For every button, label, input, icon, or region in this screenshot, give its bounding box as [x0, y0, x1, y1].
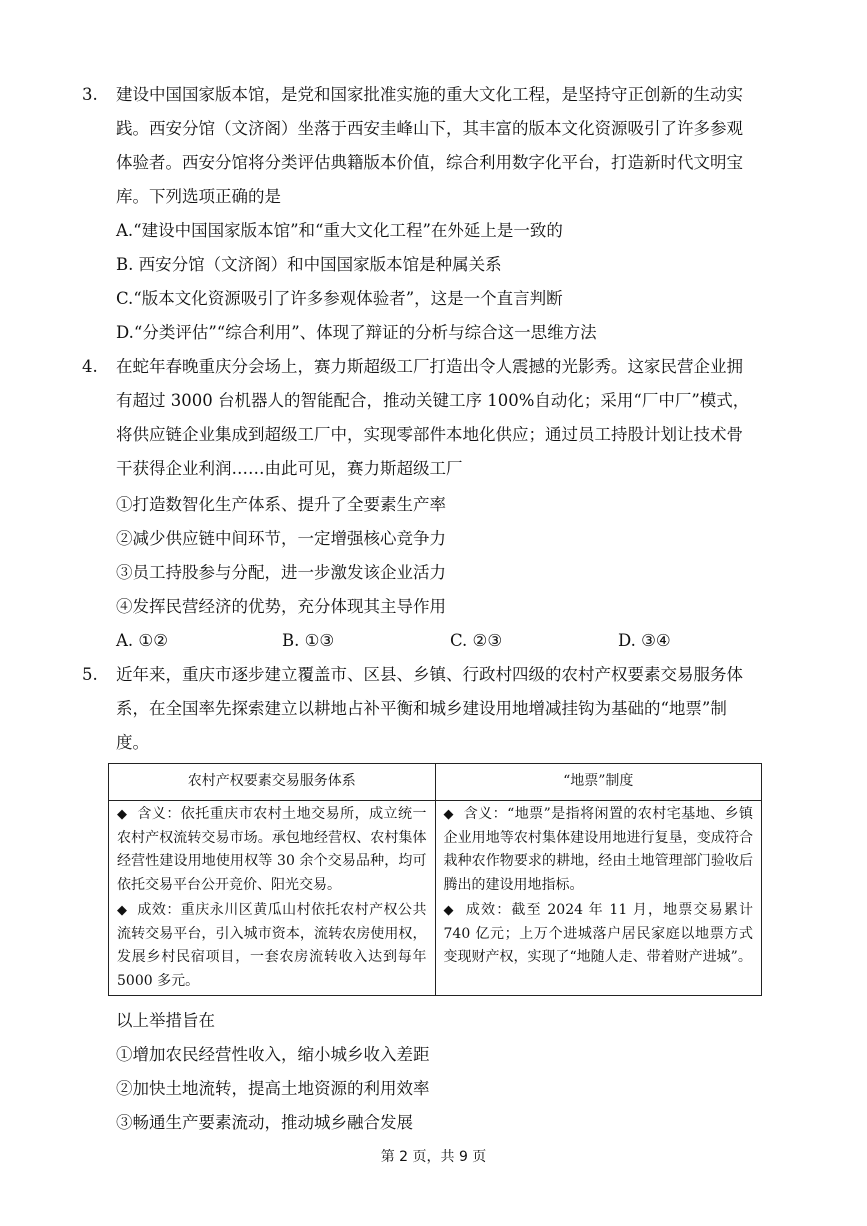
q3-option-b: B. 西安分馆（文济阁）和中国国家版本馆是种属关系 [116, 255, 502, 274]
table-header-left: 农村产权要素交易服务体系 [109, 764, 436, 801]
q3-option-d: D.“分类评估”“综合利用”、体现了辩证的分析与综合这一思维方法 [116, 323, 597, 342]
q5-after-table: 以上举措旨在 [116, 1011, 215, 1030]
diamond-bullet-icon: ◆ [117, 807, 128, 822]
right-meaning-text: 含义：“地票”是指将闲置的农村宅基地、乡镇企业用地等农村集体建设用地进行复垦，变成符合栽种农作物要求的耕地，经由土地管理部门验收后腾出的建设用地指标。 [443, 806, 753, 893]
q4-choice-b: B. ①③ [282, 631, 335, 650]
q4-item-2: ②减少供应链中间环节，一定增强核心竞争力 [116, 529, 446, 548]
table-row [109, 801, 762, 996]
q4-stem-line-3: 将供应链企业集成到超级工厂中，实现零部件本地化供应；通过员工持股计划让技术骨 [116, 425, 743, 444]
q4-number: 4. [82, 357, 98, 376]
q4-stem-line-4: 干获得企业利润……由此可见，赛力斯超级工厂 [116, 459, 463, 478]
q3-option-c: C.“版本文化资源吸引了许多参观体验者”，这是一个直言判断 [116, 289, 563, 308]
diamond-bullet-icon: ◆ [443, 903, 455, 918]
q3-number: 3. [82, 85, 98, 104]
q4-stem-line-1: 在蛇年春晚重庆分会场上，赛力斯超级工厂打造出令人震撼的光影秀。这家民营企业拥 [116, 357, 743, 376]
page-footer: 第 2 页，共 9 页 [380, 1149, 487, 1165]
table-header-row [109, 764, 762, 801]
q3-stem-line-3: 体验者。西安分馆将分类评估典籍版本价值，综合利用数字化平台，打造新时代文明宝 [116, 153, 743, 172]
left-effect-text: 成效：重庆永川区黄瓜山村依托农村产权公共流转交易平台，引入城市资本，流转农房使用权，发展乡村民宿项目，一套农房流转收入达到每年 5000 多元。 [117, 902, 427, 989]
table-header-right: “地票”制度 [435, 764, 762, 801]
left-meaning-paragraph [117, 803, 427, 897]
q4-item-4: ④发挥民营经济的优势，充分体现其主导作用 [116, 597, 446, 616]
q3-stem-line-4: 库。下列选项正确的是 [116, 187, 281, 206]
q4-choice-d: D. ③④ [618, 631, 671, 650]
q5-stem-line-1: 近年来，重庆市逐步建立覆盖市、区县、乡镇、行政村四级的农村产权要素交易服务体 [116, 665, 743, 684]
diamond-bullet-icon: ◆ [117, 903, 128, 918]
q3-stem-line-2: 践。西安分馆（文济阁）坐落于西安圭峰山下，其丰富的版本文化资源吸引了许多参观 [116, 119, 743, 138]
left-effect-paragraph [117, 899, 427, 993]
q5-stem-line-3: 度。 [116, 733, 149, 752]
q5-item-3: ③畅通生产要素流动，推动城乡融合发展 [116, 1113, 413, 1132]
q4-stem-line-2: 有超过 3000 台机器人的智能配合，推动关键工序 100%自动化；采用“厂中厂”模式， [116, 391, 750, 410]
right-effect-text: 成效：截至 2024 年 11 月，地票交易累计 740 亿元；上万个进城落户居民家庭以地票方式变现财产权，实现了“地随人走、带着财产进城”。 [443, 902, 754, 965]
q5-item-1: ①增加农民经营性收入，缩小城乡收入差距 [116, 1045, 430, 1064]
q4-item-3: ③员工持股参与分配，进一步激发该企业活力 [116, 563, 446, 582]
diamond-bullet-icon: ◆ [443, 807, 454, 822]
table-cell-right [435, 801, 762, 996]
q3-stem-line-1: 建设中国国家版本馆，是党和国家批准实施的重大文化工程，是坚持守正创新的生动实 [116, 85, 743, 104]
q4-choice-a: A. ①② [116, 631, 168, 650]
q5-item-2: ②加快土地流转，提高土地资源的利用效率 [116, 1079, 430, 1098]
q4-choice-c: C. ②③ [450, 631, 503, 650]
table-cell-left [109, 801, 436, 996]
right-effect-paragraph [444, 899, 754, 970]
q4-item-1: ①打造数智化生产体系、提升了全要素生产率 [116, 495, 446, 514]
q5-comparison-table [108, 763, 762, 996]
right-meaning-paragraph [444, 803, 754, 897]
left-meaning-text: 含义：依托重庆市农村土地交易所，成立统一农村产权流转交易市场。承包地经营权、农村集体经营性建设用地使用权等 30 余个交易品种，均可依托交易平台公开竞价、阳光交易。 [117, 806, 427, 893]
q5-stem-line-2: 系，在全国率先探索建立以耕地占补平衡和城乡建设用地增减挂钩为基础的“地票”制 [116, 699, 727, 718]
q3-option-a: A.“建设中国国家版本馆”和“重大文化工程”在外延上是一致的 [116, 221, 563, 240]
q5-number: 5. [82, 665, 98, 684]
